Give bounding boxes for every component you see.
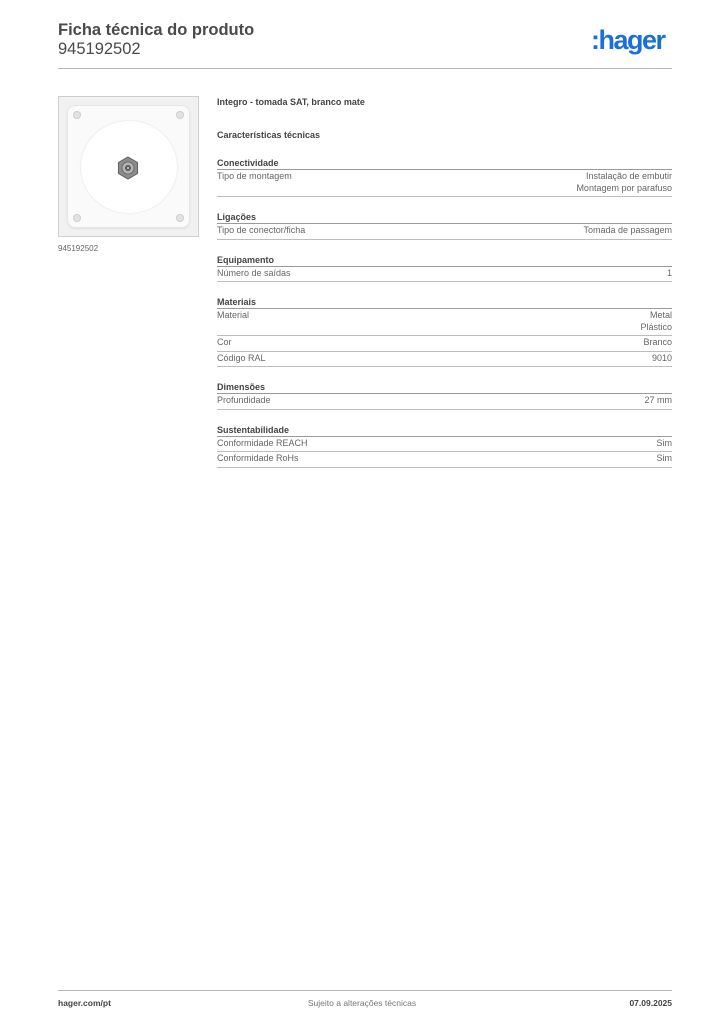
spec-label: Tipo de montagem [217, 171, 292, 181]
spec-row [217, 394, 672, 410]
spec-value-line: Montagem por parafuso [576, 182, 672, 193]
spec-value [640, 310, 672, 333]
spec-row [217, 352, 672, 368]
footer-date: 07.09.2025 [629, 998, 672, 1008]
product-image [58, 96, 199, 237]
spec-label: Cor [217, 337, 232, 347]
image-caption: 945192502 [58, 244, 99, 253]
spec-value [643, 337, 672, 349]
page-title: Ficha técnica do produto [58, 21, 255, 39]
footer-notice: Sujeito a alterações técnicas [307, 998, 417, 1008]
spec-value [583, 225, 672, 237]
spec-value [667, 268, 672, 280]
spec-section [217, 296, 672, 367]
spec-row [217, 336, 672, 352]
section-title: Equipamento [217, 254, 672, 267]
spec-content [217, 96, 672, 468]
screw-icon [176, 214, 184, 222]
section-title: Sustentabilidade [217, 424, 672, 437]
spec-value-line: 9010 [651, 352, 672, 363]
spec-value-line: Metal [649, 310, 672, 320]
spec-row [217, 452, 672, 468]
section-title: Dimensões [217, 381, 672, 394]
footer-divider [58, 990, 672, 991]
screw-icon [73, 111, 81, 119]
coax-connector-icon [116, 156, 140, 180]
spec-value [644, 395, 672, 407]
spec-value-line: Sim [656, 437, 672, 448]
header-divider [58, 68, 672, 69]
spec-value-line: 1 [666, 267, 672, 278]
spec-label: Conformidade REACH [217, 437, 308, 448]
screw-icon [176, 111, 184, 119]
spec-row [217, 437, 672, 453]
spec-row [217, 309, 672, 336]
spec-value-line: Sim [656, 453, 672, 463]
spec-section [217, 157, 672, 197]
spec-row [217, 224, 672, 240]
socket-plate [67, 105, 190, 228]
spec-row [217, 267, 672, 283]
product-name: Integro - tomada SAT, branco mate [217, 97, 365, 107]
spec-value [657, 453, 673, 465]
spec-label: Profundidade [217, 395, 271, 405]
spec-section [217, 211, 672, 240]
spec-label: Tipo de conector/ficha [217, 225, 306, 235]
product-code: 945192502 [58, 40, 141, 58]
footer-website: hager.com/pt [58, 998, 111, 1008]
spec-section [217, 424, 672, 468]
section-title: Materiais [217, 296, 672, 309]
section-title: Conectividade [217, 157, 672, 170]
spec-value-line: Branco [643, 337, 672, 347]
hager-logo: :hager [591, 25, 665, 55]
spec-value-line: Instalação de embutir [585, 171, 672, 181]
spec-value [652, 353, 672, 365]
spec-label: Número de saídas [217, 267, 291, 278]
spec-value [657, 438, 673, 450]
spec-label: Conformidade RoHs [217, 453, 299, 463]
specs-heading: Características técnicas [217, 130, 321, 140]
spec-section [217, 381, 672, 410]
section-title: Ligações [217, 211, 672, 224]
spec-value [576, 171, 672, 194]
spec-label: Material [217, 310, 250, 320]
socket-cover [81, 121, 177, 213]
screw-icon [73, 214, 81, 222]
spec-section [217, 254, 672, 283]
spec-value-line: Tomada de passagem [583, 225, 672, 235]
spec-value-line: 27 mm [644, 395, 672, 405]
spec-label: Código RAL [217, 352, 266, 363]
spec-row [217, 170, 672, 197]
spec-sections [217, 157, 672, 468]
spec-value-line: Plástico [640, 321, 672, 332]
